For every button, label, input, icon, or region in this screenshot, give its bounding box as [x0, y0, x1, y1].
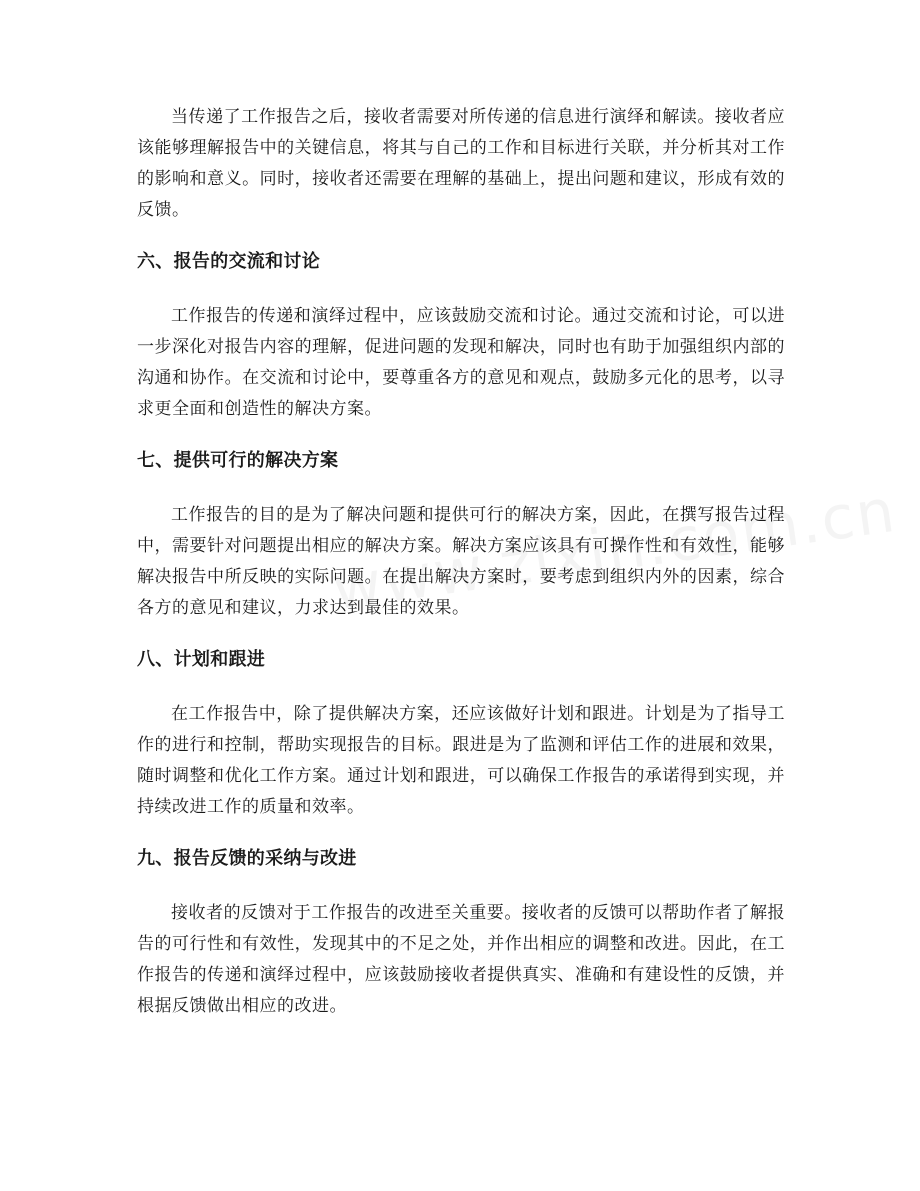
paragraph-section-7: 工作报告的目的是为了解决问题和提供可行的解决方案，因此，在撰写报告过程中，需要针对问题提出相应的解决方案。解决方案应该具有可操作性和有效性，能够解决报告中所反映的实际问题。在提出解决方案时，要考虑到组织内外的因素，综合各方的意见和建议，力求达到最佳的效果。 [137, 505, 785, 618]
heading-section-8: 八、计划和跟进 [137, 649, 266, 670]
paragraph-section-8: 在工作报告中，除了提供解决方案，还应该做好计划和跟进。计划是为了指导工作的进行和控制，帮助实现报告的目标。跟进是为了监测和评估工作的进展和效果，随时调整和优化工作方案。通过计划和跟进，可以确保工作报告的承诺得到实现，并持续改进工作的质量和效率。 [137, 704, 785, 817]
paragraph-intro: 当传递了工作报告之后，接收者需要对所传递的信息进行演绎和解读。接收者应该能够理解报告中的关键信息，将其与自己的工作和目标进行关联，并分析其对工作的影响和意义。同时，接收者还需要在理解的基础上，提出问题和建议，形成有效的反馈。 [137, 107, 785, 220]
heading-section-9: 九、报告反馈的采纳与改进 [137, 848, 357, 869]
heading-section-6: 六、报告的交流和讨论 [137, 251, 320, 272]
heading-section-7: 七、提供可行的解决方案 [137, 450, 339, 471]
document-body [137, 102, 785, 1022]
paragraph-section-9: 接收者的反馈对于工作报告的改进至关重要。接收者的反馈可以帮助作者了解报告的可行性和有效性，发现其中的不足之处，并作出相应的调整和改进。因此，在工作报告的传递和演绎过程中，应该鼓励接收者提供真实、准确和有建设性的反馈，并根据反馈做出相应的改进。 [137, 903, 785, 1016]
paragraph-section-6: 工作报告的传递和演绎过程中，应该鼓励交流和讨论。通过交流和讨论，可以进一步深化对报告内容的理解，促进问题的发现和解决，同时也有助于加强组织内部的沟通和协作。在交流和讨论中，要尊重各方的意见和观点，鼓励多元化的思考，以寻求更全面和创造性的解决方案。 [137, 306, 785, 419]
